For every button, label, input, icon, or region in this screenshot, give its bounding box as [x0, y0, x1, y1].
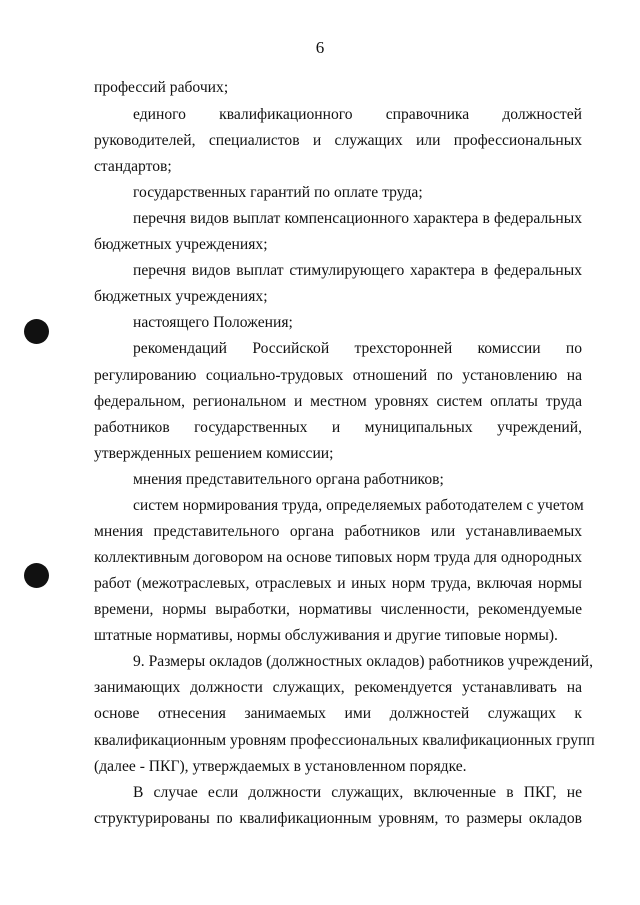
text-line: бюджетных учреждениях;	[94, 288, 268, 305]
text-line: регулированию социально-трудовых отношений по установлению на	[94, 367, 582, 384]
text-line: мнения представительного органа работников или устанавливаемых	[94, 523, 582, 540]
text-line: 9. Размеры окладов (должностных окладов) работников учреждений,	[133, 653, 593, 670]
text-line: профессий рабочих;	[94, 79, 229, 96]
text-line: перечня видов выплат компенсационного характера в федеральных	[133, 210, 582, 227]
text-line: занимающих должности служащих, рекомендуется устанавливать на	[94, 679, 582, 696]
binder-hole-bottom	[24, 563, 49, 588]
text-line: рекомендаций Российской трехсторонней комиссии по	[133, 340, 582, 357]
page-number: 6	[315, 38, 325, 57]
text-line: бюджетных учреждениях;	[94, 236, 268, 253]
text-line: основе отнесения занимаемых ими должностей служащих к	[94, 705, 582, 722]
text-line: коллективным договором на основе типовых норм труда для однородных	[94, 549, 582, 566]
binder-hole-top	[24, 319, 49, 344]
text-line: квалификационным уровням профессиональных квалификационных групп	[94, 732, 595, 749]
text-line: перечня видов выплат стимулирующего характера в федеральных	[133, 262, 582, 279]
text-line: (далее - ПКГ), утверждаемых в установленном порядке.	[94, 758, 467, 775]
text-line: работников государственных и муниципальных учреждений,	[94, 419, 582, 436]
text-line: работ (межотраслевых, отраслевых и иных норм труда, включая нормы	[94, 575, 582, 592]
text-line: государственных гарантий по оплате труда;	[133, 184, 423, 201]
text-line: утвержденных решением комиссии;	[94, 445, 334, 462]
text-line: В случае если должности служащих, включенные в ПКГ, не	[133, 784, 582, 801]
text-line: времени, нормы выработки, нормативы численности, рекомендуемые	[94, 601, 582, 618]
text-line: штатные нормативы, нормы обслуживания и другие типовые нормы).	[94, 627, 558, 644]
text-line: руководителей, специалистов и служащих или профессиональных	[94, 132, 582, 149]
text-line: федеральном, региональном и местном уровнях систем оплаты труда	[94, 393, 582, 410]
text-line: стандартов;	[94, 158, 172, 175]
text-line: систем нормирования труда, определяемых работодателем с учетом	[133, 497, 584, 514]
text-line: структурированы по квалификационным уровням, то размеры окладов	[94, 810, 582, 827]
text-line: мнения представительного органа работников;	[133, 471, 444, 488]
text-line: настоящего Положения;	[133, 314, 293, 331]
text-line: единого квалификационного справочника должностей	[133, 106, 582, 123]
